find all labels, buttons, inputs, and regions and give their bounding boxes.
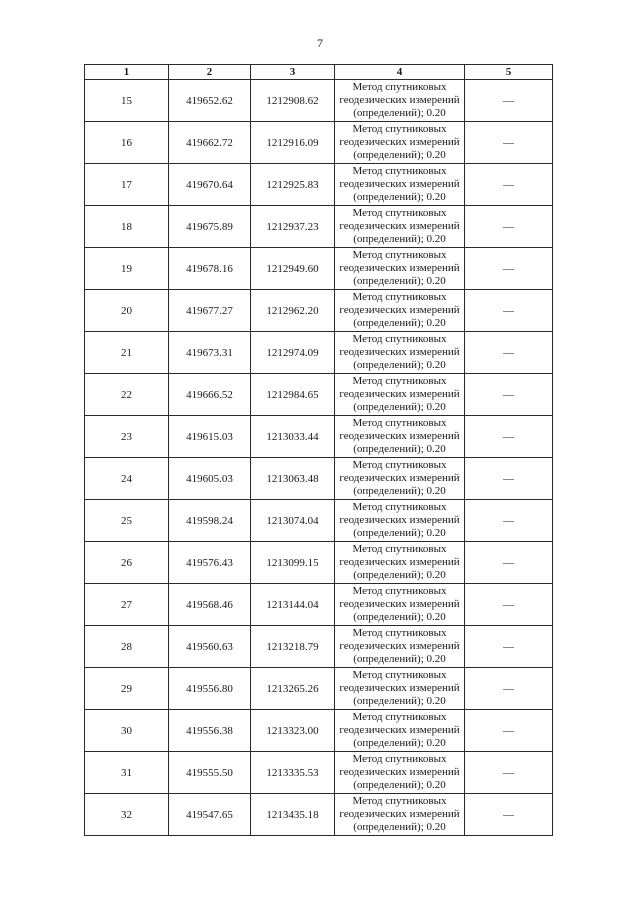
description-cell: —	[465, 752, 553, 794]
y-coordinate-cell: 1213218.79	[251, 626, 335, 668]
point-number-cell: 17	[85, 164, 169, 206]
method-line: Метод спутниковых	[352, 711, 447, 723]
method-line: Метод спутниковых	[352, 81, 447, 93]
point-number-cell: 16	[85, 122, 169, 164]
x-coordinate-cell: 419662.72	[169, 122, 251, 164]
point-number-cell: 27	[85, 584, 169, 626]
x-coordinate-cell: 419675.89	[169, 206, 251, 248]
point-number-cell: 22	[85, 374, 169, 416]
method-line: (определений); 0.20	[353, 317, 446, 329]
method-cell	[335, 542, 465, 584]
table-row	[85, 752, 553, 794]
description-cell: —	[465, 794, 553, 836]
column-header: 5	[465, 65, 553, 80]
method-line: (определений); 0.20	[353, 611, 446, 623]
method-line: (определений); 0.20	[353, 821, 446, 833]
method-line: геодезических измерений	[339, 598, 460, 610]
method-cell	[335, 500, 465, 542]
method-line: геодезических измерений	[339, 682, 460, 694]
method-line: геодезических измерений	[339, 304, 460, 316]
table-row	[85, 500, 553, 542]
y-coordinate-cell: 1212974.09	[251, 332, 335, 374]
y-coordinate-cell: 1212984.65	[251, 374, 335, 416]
point-number-cell: 26	[85, 542, 169, 584]
table-row	[85, 416, 553, 458]
method-cell	[335, 752, 465, 794]
method-line: геодезических измерений	[339, 262, 460, 274]
x-coordinate-cell: 419678.16	[169, 248, 251, 290]
y-coordinate-cell: 1212937.23	[251, 206, 335, 248]
method-line: геодезических измерений	[339, 430, 460, 442]
method-line: Метод спутниковых	[352, 165, 447, 177]
point-number-cell: 28	[85, 626, 169, 668]
table-row	[85, 290, 553, 332]
method-line: Метод спутниковых	[352, 123, 447, 135]
x-coordinate-cell: 419598.24	[169, 500, 251, 542]
description-cell: —	[465, 500, 553, 542]
method-line: геодезических измерений	[339, 472, 460, 484]
method-line: Метод спутниковых	[352, 543, 447, 555]
description-cell: —	[465, 374, 553, 416]
method-cell	[335, 80, 465, 122]
method-line: Метод спутниковых	[352, 375, 447, 387]
y-coordinate-cell: 1213063.48	[251, 458, 335, 500]
method-line: (определений); 0.20	[353, 443, 446, 455]
x-coordinate-cell: 419568.46	[169, 584, 251, 626]
method-line: (определений); 0.20	[353, 779, 446, 791]
point-number-cell: 23	[85, 416, 169, 458]
page-number: 7	[317, 36, 323, 50]
table-row	[85, 668, 553, 710]
y-coordinate-cell: 1212925.83	[251, 164, 335, 206]
description-cell: —	[465, 584, 553, 626]
y-coordinate-cell: 1213435.18	[251, 794, 335, 836]
method-cell	[335, 374, 465, 416]
method-line: (определений); 0.20	[353, 569, 446, 581]
point-number-cell: 18	[85, 206, 169, 248]
table-row	[85, 80, 553, 122]
table-row	[85, 542, 553, 584]
description-cell: —	[465, 668, 553, 710]
x-coordinate-cell: 419547.65	[169, 794, 251, 836]
y-coordinate-cell: 1213265.26	[251, 668, 335, 710]
x-coordinate-cell: 419677.27	[169, 290, 251, 332]
method-cell	[335, 710, 465, 752]
method-line: геодезических измерений	[339, 640, 460, 652]
x-coordinate-cell: 419666.52	[169, 374, 251, 416]
description-cell: —	[465, 626, 553, 668]
point-number-cell: 29	[85, 668, 169, 710]
point-number-cell: 30	[85, 710, 169, 752]
method-line: геодезических измерений	[339, 766, 460, 778]
method-line: геодезических измерений	[339, 178, 460, 190]
table-row	[85, 374, 553, 416]
point-number-cell: 19	[85, 248, 169, 290]
method-line: (определений); 0.20	[353, 653, 446, 665]
table-row	[85, 332, 553, 374]
y-coordinate-cell: 1213335.53	[251, 752, 335, 794]
method-line: Метод спутниковых	[352, 627, 447, 639]
x-coordinate-cell: 419673.31	[169, 332, 251, 374]
method-cell	[335, 122, 465, 164]
method-line: геодезических измерений	[339, 346, 460, 358]
method-line: Метод спутниковых	[352, 249, 447, 261]
method-line: Метод спутниковых	[352, 333, 447, 345]
x-coordinate-cell: 419670.64	[169, 164, 251, 206]
method-line: (определений); 0.20	[353, 485, 446, 497]
table-row	[85, 206, 553, 248]
method-cell	[335, 626, 465, 668]
point-number-cell: 24	[85, 458, 169, 500]
table-row	[85, 584, 553, 626]
point-number-cell: 25	[85, 500, 169, 542]
method-cell	[335, 416, 465, 458]
column-header: 3	[251, 65, 335, 80]
x-coordinate-cell: 419556.80	[169, 668, 251, 710]
y-coordinate-cell: 1213074.04	[251, 500, 335, 542]
description-cell: —	[465, 542, 553, 584]
table-row	[85, 248, 553, 290]
point-number-cell: 20	[85, 290, 169, 332]
method-cell	[335, 290, 465, 332]
y-coordinate-cell: 1213099.15	[251, 542, 335, 584]
description-cell: —	[465, 332, 553, 374]
method-cell	[335, 206, 465, 248]
method-line: (определений); 0.20	[353, 149, 446, 161]
method-cell	[335, 248, 465, 290]
method-cell	[335, 584, 465, 626]
table-row	[85, 794, 553, 836]
method-line: геодезических измерений	[339, 556, 460, 568]
method-line: Метод спутниковых	[352, 459, 447, 471]
description-cell: —	[465, 80, 553, 122]
description-cell: —	[465, 290, 553, 332]
column-header: 2	[169, 65, 251, 80]
x-coordinate-cell: 419556.38	[169, 710, 251, 752]
description-cell: —	[465, 710, 553, 752]
table-row	[85, 164, 553, 206]
method-line: (определений); 0.20	[353, 527, 446, 539]
point-number-cell: 21	[85, 332, 169, 374]
x-coordinate-cell: 419576.43	[169, 542, 251, 584]
description-cell: —	[465, 206, 553, 248]
column-header: 1	[85, 65, 169, 80]
y-coordinate-cell: 1212908.62	[251, 80, 335, 122]
method-cell	[335, 458, 465, 500]
x-coordinate-cell: 419555.50	[169, 752, 251, 794]
method-line: Метод спутниковых	[352, 417, 447, 429]
table-header-row	[85, 65, 553, 80]
y-coordinate-cell: 1212962.20	[251, 290, 335, 332]
method-line: геодезических измерений	[339, 94, 460, 106]
method-line: геодезических измерений	[339, 514, 460, 526]
method-line: геодезических измерений	[339, 388, 460, 400]
table-row	[85, 458, 553, 500]
method-cell	[335, 332, 465, 374]
method-line: (определений); 0.20	[353, 401, 446, 413]
table-row	[85, 122, 553, 164]
method-cell	[335, 794, 465, 836]
method-line: (определений); 0.20	[353, 191, 446, 203]
method-line: Метод спутниковых	[352, 207, 447, 219]
table-body	[85, 80, 553, 836]
method-line: геодезических измерений	[339, 724, 460, 736]
x-coordinate-cell: 419605.03	[169, 458, 251, 500]
method-cell	[335, 164, 465, 206]
table-row	[85, 710, 553, 752]
method-line: (определений); 0.20	[353, 359, 446, 371]
method-line: (определений); 0.20	[353, 275, 446, 287]
y-coordinate-cell: 1213144.04	[251, 584, 335, 626]
description-cell: —	[465, 458, 553, 500]
method-line: геодезических измерений	[339, 220, 460, 232]
column-header: 4	[335, 65, 465, 80]
y-coordinate-cell: 1212949.60	[251, 248, 335, 290]
method-line: (определений); 0.20	[353, 695, 446, 707]
coordinates-table	[84, 64, 553, 836]
description-cell: —	[465, 416, 553, 458]
y-coordinate-cell: 1213033.44	[251, 416, 335, 458]
x-coordinate-cell: 419652.62	[169, 80, 251, 122]
description-cell: —	[465, 122, 553, 164]
method-line: Метод спутниковых	[352, 501, 447, 513]
point-number-cell: 15	[85, 80, 169, 122]
method-line: Метод спутниковых	[352, 753, 447, 765]
description-cell: —	[465, 164, 553, 206]
method-line: (определений); 0.20	[353, 737, 446, 749]
y-coordinate-cell: 1213323.00	[251, 710, 335, 752]
method-line: геодезических измерений	[339, 808, 460, 820]
point-number-cell: 32	[85, 794, 169, 836]
method-line: Метод спутниковых	[352, 669, 447, 681]
description-cell: —	[465, 248, 553, 290]
method-line: Метод спутниковых	[352, 795, 447, 807]
x-coordinate-cell: 419560.63	[169, 626, 251, 668]
x-coordinate-cell: 419615.03	[169, 416, 251, 458]
method-line: (определений); 0.20	[353, 233, 446, 245]
method-line: геодезических измерений	[339, 136, 460, 148]
method-line: Метод спутниковых	[352, 291, 447, 303]
y-coordinate-cell: 1212916.09	[251, 122, 335, 164]
method-line: (определений); 0.20	[353, 107, 446, 119]
table-row	[85, 626, 553, 668]
point-number-cell: 31	[85, 752, 169, 794]
method-line: Метод спутниковых	[352, 585, 447, 597]
method-cell	[335, 668, 465, 710]
